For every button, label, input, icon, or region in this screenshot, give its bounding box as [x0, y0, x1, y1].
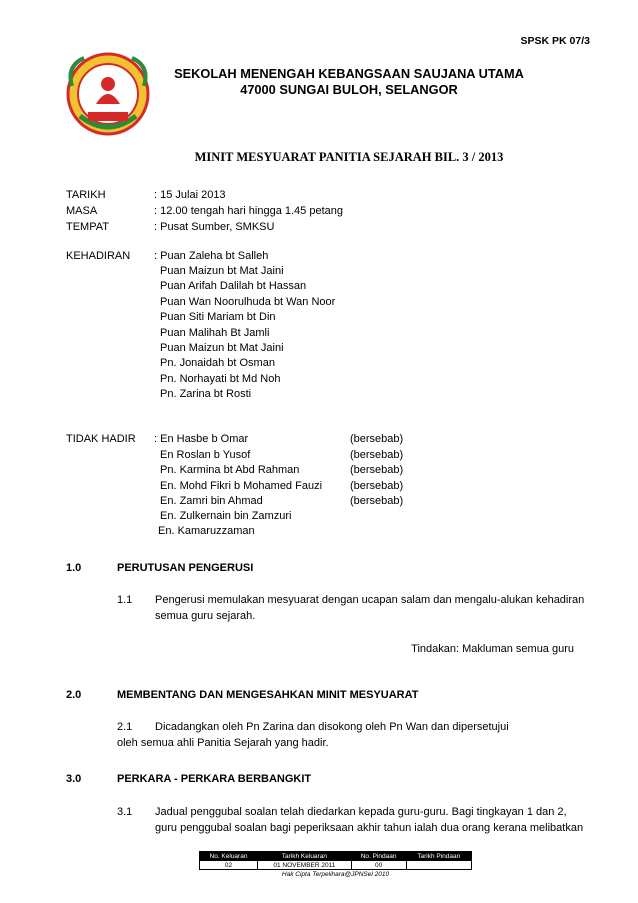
item-number: 1.1: [117, 594, 133, 606]
attendee-name: Puan Maizun bt Mat Jaini: [160, 342, 284, 354]
tempat-label: TEMPAT: [66, 221, 109, 233]
section-number: 2.0: [66, 689, 82, 701]
item-text: Dicadangkan oleh Pn Zarina dan disokong oleh Pn Wan dan dipersetujui: [155, 721, 509, 733]
school-name: SEKOLAH MENENGAH KEBANGSAAN SAUJANA UTAMA: [174, 66, 524, 81]
section-number: 3.0: [66, 773, 82, 785]
item-number: 2.1: [117, 721, 133, 733]
attendee-name: Puan Siti Mariam bt Din: [160, 311, 276, 323]
section-title: MEMBENTANG DAN MENGESAHKAN MINIT MESYUARAT: [117, 689, 419, 701]
attendee-name: Pn. Zarina bt Rosti: [160, 388, 252, 400]
item-text: Jadual penggubal soalan telah diedarkan kepada guru-guru. Bagi tingkayan 1 dan 2,: [155, 806, 567, 818]
action-note: Tindakan: Makluman semua guru: [411, 643, 574, 655]
attendee-name: Pn. Jonaidah bt Osman: [160, 357, 275, 369]
attendee-name: Puan Arifah Dalilah bt Hassan: [160, 280, 307, 292]
absence-reason: (bersebab): [350, 464, 404, 476]
item-text: Pengerusi memulakan mesyuarat dengan ucapan salam dan mengalu-alukan kehadiran: [155, 594, 585, 606]
document-code: SPSK PK 07/3: [520, 35, 590, 47]
absentee-name: En Roslan b Yusof: [160, 449, 251, 461]
footer-header-cell: No. Pindaan: [351, 852, 406, 861]
attendee-name: Puan Wan Noorulhuda bt Wan Noor: [160, 296, 336, 308]
absentee-name: En. Zamri bin Ahmad: [160, 495, 263, 507]
masa-label: MASA: [66, 205, 98, 217]
masa-value: : 12.00 tengah hari hingga 1.45 petang: [154, 205, 343, 217]
section-title: PERKARA - PERKARA BERBANGKIT: [117, 773, 312, 785]
absence-reason: (bersebab): [350, 449, 404, 461]
absentee-name: En. Kamaruzzaman: [158, 525, 255, 537]
absentee-name: Pn. Karmina bt Abd Rahman: [160, 464, 300, 476]
footer-value-cell: 00: [351, 861, 406, 870]
attendee-name: : Puan Zaleha bt Salleh: [154, 250, 269, 262]
school-address: 47000 SUNGAI BULOH, SELANGOR: [240, 82, 458, 97]
absentee-name: : En Hasbe b Omar: [154, 433, 249, 445]
document-control-table: [199, 851, 472, 870]
item-text: guru penggubal soalan bagi peperiksaan akhir tahun ialah dua orang kerana melibatkan: [155, 822, 584, 834]
footer-header-cell: Tarikh Pindaan: [406, 852, 472, 861]
kehadiran-label: KEHADIRAN: [66, 250, 131, 262]
item-text: oleh semua ahli Panitia Sejarah yang hadir.: [117, 737, 329, 749]
tarikh-label: TARIKH: [66, 189, 106, 201]
absence-reason: (bersebab): [350, 433, 404, 445]
section-title: PERUTUSAN PENGERUSI: [117, 562, 254, 574]
tempat-value: : Pusat Sumber, SMKSU: [154, 221, 275, 233]
item-number: 3.1: [117, 806, 133, 818]
absence-reason: (bersebab): [350, 495, 404, 507]
attendee-name: Pn. Norhayati bt Md Noh: [160, 373, 281, 385]
section-number: 1.0: [66, 562, 82, 574]
footer-header-cell: No. Keluaran: [200, 852, 258, 861]
item-text: semua guru sejarah.: [155, 610, 256, 622]
attendee-name: Puan Maizun bt Mat Jaini: [160, 265, 284, 277]
absentee-name: En. Zulkernain bin Zamzuri: [160, 510, 292, 522]
tidak-hadir-label: TIDAK HADIR: [66, 433, 136, 445]
attendee-name: Puan Malihah Bt Jamli: [160, 327, 270, 339]
copyright: [199, 871, 472, 878]
document-title: MINIT MESYUARAT PANITIA SEJARAH BIL. 3 / 2013: [194, 150, 504, 164]
footer-value-cell: [406, 861, 472, 870]
copyright-text: Hak Cipta Terpelihara@JPNSel 2010: [281, 871, 390, 878]
footer-header-cell: Tarikh Keluaran: [257, 852, 351, 861]
absentee-name: En. Mohd Fikri b Mohamed Fauzi: [160, 480, 323, 492]
footer-value-cell: 01 NOVEMBER 2011: [257, 861, 351, 870]
absence-reason: (bersebab): [350, 480, 404, 492]
footer-value-cell: 02: [200, 861, 258, 870]
tarikh-value: : 15 Julai 2013: [154, 189, 226, 201]
